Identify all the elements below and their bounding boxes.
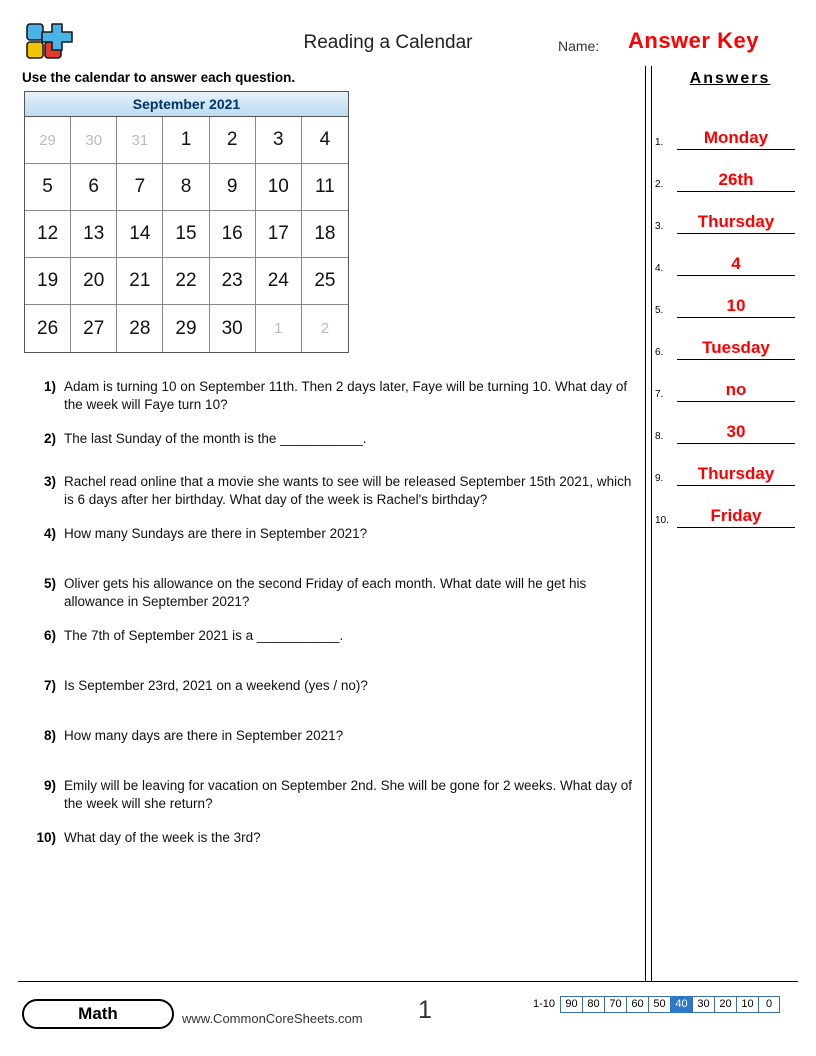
answer-value: 10 — [677, 296, 795, 318]
page-header — [18, 22, 798, 66]
answer-index: 7. — [655, 389, 664, 400]
score-scale-box: 60 — [626, 996, 648, 1013]
calendar-day-cell: 31 — [117, 117, 163, 164]
answer-index: 1. — [655, 137, 664, 148]
answer-value: 26th — [677, 170, 795, 192]
calendar-day-cell: 4 — [302, 117, 348, 164]
score-scale-box: 90 — [560, 996, 582, 1013]
answer-row — [655, 404, 805, 446]
question-number: 6) — [43, 628, 56, 643]
calendar-grid — [25, 117, 348, 352]
questions-list — [24, 378, 644, 863]
question-text: The last Sunday of the month is the ___________. — [64, 431, 367, 446]
calendar-day-cell: 23 — [210, 258, 256, 305]
question-text: Emily will be leaving for vacation on September 2nd. She will be gone for 2 weeks. What day of the week will she return? — [64, 778, 633, 811]
answer-value: Thursday — [677, 464, 795, 486]
footer-divider — [18, 981, 798, 982]
question-item — [24, 378, 644, 414]
question-item — [24, 829, 644, 847]
answer-row — [655, 152, 805, 194]
calendar-day-cell: 1 — [256, 305, 302, 352]
answer-index: 2. — [655, 179, 664, 190]
calendar-day-cell: 29 — [163, 305, 209, 352]
question-text: The 7th of September 2021 is a ___________. — [64, 628, 344, 643]
question-text: Oliver gets his allowance on the second Friday of each month. What date will he get his allowance in September 2021? — [64, 576, 587, 609]
calendar-day-cell: 13 — [71, 211, 117, 258]
answer-value: 4 — [677, 254, 795, 276]
answers-list — [655, 110, 805, 530]
answer-index: 10. — [655, 515, 669, 526]
calendar-day-cell: 26 — [25, 305, 71, 352]
question-number: 10) — [36, 830, 56, 845]
calendar-day-cell: 2 — [320, 320, 330, 337]
calendar-day-cell: 25 — [302, 258, 348, 305]
calendar-day-cell: 27 — [71, 305, 117, 352]
calendar-day-cell: 7 — [117, 164, 163, 211]
question-item — [24, 777, 644, 813]
score-scale-box: 70 — [604, 996, 626, 1013]
calendar-day-cell: 16 — [210, 211, 256, 258]
subject-badge: Math — [22, 999, 174, 1029]
question-number: 1) — [43, 379, 56, 394]
answer-row — [655, 194, 805, 236]
calendar-day-cell: 10 — [256, 164, 302, 211]
instructions-text: Use the calendar to answer each question. — [22, 70, 296, 85]
question-text: How many Sundays are there in September 2021? — [64, 526, 368, 541]
question-number: 8) — [43, 728, 56, 743]
answer-value: Friday — [677, 506, 795, 528]
score-scale — [533, 995, 780, 1013]
question-text: Rachel read online that a movie she wants to see will be released September 15th 2021, which is 6 days after her birthday. What day of the week is Rachel's birthday? — [64, 474, 632, 507]
score-scale-boxes — [560, 996, 780, 1013]
score-scale-box: 30 — [692, 996, 714, 1013]
calendar-day-cell: 29 — [25, 117, 71, 164]
answer-index: 8. — [655, 431, 664, 442]
calendar-month-title: September 2021 — [25, 92, 348, 117]
answer-row — [655, 488, 805, 530]
answer-row — [655, 278, 805, 320]
score-scale-box: 20 — [714, 996, 736, 1013]
score-scale-box: 40 — [670, 996, 692, 1013]
calendar-day-cell: 5 — [25, 164, 71, 211]
answer-row — [655, 110, 805, 152]
commoncoresheets-plus-logo-icon — [22, 22, 90, 66]
calendar-day-cell: 28 — [117, 305, 163, 352]
answer-row — [655, 362, 805, 404]
question-item — [24, 677, 644, 695]
question-text: How many days are there in September 2021? — [64, 728, 344, 743]
answer-value: no — [677, 380, 795, 402]
question-text: What day of the week is the 3rd? — [64, 830, 261, 845]
calendar-day-cell: 2 — [210, 117, 256, 164]
answer-value: Tuesday — [677, 338, 795, 360]
answer-key-stamp: Answer Key — [628, 28, 759, 53]
score-scale-box: 50 — [648, 996, 670, 1013]
calendar-day-cell: 6 — [71, 164, 117, 211]
calendar-day-cell: 19 — [25, 258, 71, 305]
calendar-day-cell: 18 — [302, 211, 348, 258]
calendar-day-cell: 20 — [71, 258, 117, 305]
score-scale-label: 1-10 — [533, 998, 556, 1010]
name-label: Name: — [558, 38, 600, 54]
question-item — [24, 575, 644, 611]
page-title: Reading a Calendar — [303, 32, 473, 53]
column-divider-left — [645, 66, 646, 981]
calendar-day-cell: 30 — [210, 305, 256, 352]
answer-index: 9. — [655, 473, 664, 484]
answer-value: Thursday — [677, 212, 795, 234]
score-scale-box: 0 — [758, 996, 780, 1013]
calendar-day-cell: 9 — [210, 164, 256, 211]
question-text: Adam is turning 10 on September 11th. Then 2 days later, Faye will be turning 10. What day of the week will Faye turn 10? — [64, 379, 628, 412]
question-number: 5) — [43, 576, 56, 591]
calendar-day-cell: 8 — [163, 164, 209, 211]
calendar-day-cell: 11 — [302, 164, 348, 211]
calendar-day-cell: 30 — [71, 117, 117, 164]
answer-index: 4. — [655, 263, 664, 274]
calendar-day-cell: 15 — [163, 211, 209, 258]
site-url: www.CommonCoreSheets.com — [182, 1011, 363, 1026]
calendar-day-cell: 12 — [25, 211, 71, 258]
calendar — [24, 91, 349, 353]
page-number: 1 — [418, 996, 432, 1024]
question-number: 4) — [43, 526, 56, 541]
question-item — [24, 525, 644, 543]
answer-row — [655, 236, 805, 278]
question-item — [24, 473, 644, 509]
answer-row — [655, 320, 805, 362]
question-number: 7) — [43, 678, 56, 693]
calendar-day-cell: 3 — [256, 117, 302, 164]
answer-value: Monday — [677, 128, 795, 150]
question-number: 3) — [43, 474, 56, 489]
answer-index: 5. — [655, 305, 664, 316]
calendar-day-cell: 1 — [163, 117, 209, 164]
question-item — [24, 727, 644, 745]
question-number: 9) — [43, 778, 56, 793]
question-item — [24, 430, 644, 448]
calendar-day-cell: 17 — [256, 211, 302, 258]
answer-index: 6. — [655, 347, 664, 358]
question-item — [24, 627, 644, 645]
calendar-day-cell: 24 — [256, 258, 302, 305]
calendar-day-cell: 22 — [163, 258, 209, 305]
answer-row — [655, 446, 805, 488]
question-number: 2) — [43, 431, 56, 446]
answer-value: 30 — [677, 422, 795, 444]
calendar-day-cell: 14 — [117, 211, 163, 258]
question-text: Is September 23rd, 2021 on a weekend (yes / no)? — [64, 678, 368, 693]
column-divider-right — [651, 66, 652, 981]
score-scale-box: 10 — [736, 996, 758, 1013]
calendar-day-cell: 21 — [117, 258, 163, 305]
score-scale-box: 80 — [582, 996, 604, 1013]
answer-index: 3. — [655, 221, 664, 232]
answers-header: Answers — [689, 70, 771, 87]
